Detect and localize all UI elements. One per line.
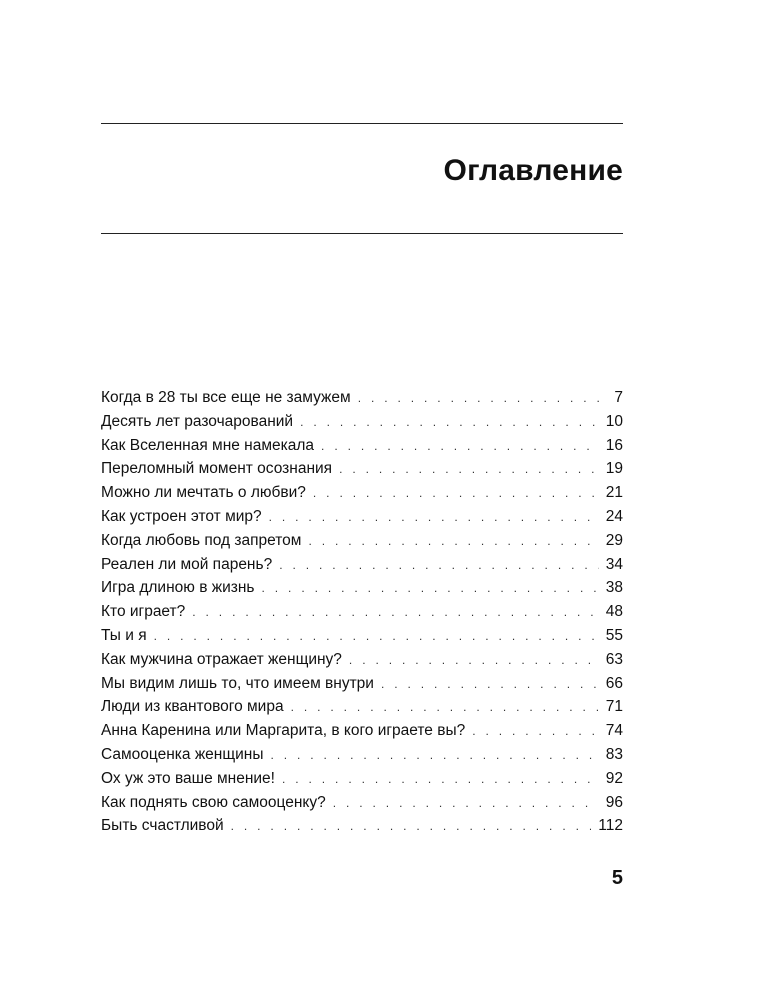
dot-leader [262,577,599,601]
toc-entry-page: 24 [605,507,623,525]
dot-leader [358,387,608,411]
toc-entry-title: Как поднять свою самооценку? [101,793,326,811]
toc-entry-page: 74 [605,722,623,740]
toc-entry[interactable] [101,791,623,815]
toc-entry[interactable] [101,410,623,434]
dot-leader [381,673,599,697]
toc-entry-title: Как мужчина отражает женщину? [101,650,342,668]
toc-entry-title: Когда любовь под запретом [101,531,302,549]
toc-entry-title: Переломный момент осознания [101,460,333,478]
toc-entry-title: Мы видим лишь то, что имеем внутри [101,674,374,692]
dot-leader [270,744,598,768]
dot-leader [231,815,592,839]
page-title: Оглавление [443,154,623,187]
toc-entry-page: 66 [605,674,623,692]
toc-entry[interactable] [101,386,623,410]
toc-entry-page: 55 [605,626,623,644]
toc-entry[interactable] [101,719,623,743]
toc-entry-title: Можно ли мечтать о любви? [101,484,306,502]
toc-entry[interactable] [101,624,623,648]
toc-entry-page: 92 [605,769,623,787]
toc-entry-title: Когда в 28 ты все еще не замужем [101,389,351,406]
toc-entry[interactable] [101,576,623,600]
dot-leader [279,554,599,578]
toc-entry[interactable] [101,457,623,481]
toc-entry-page: 7 [614,389,623,406]
toc-entry-title: Самооценка женщины [101,745,264,763]
toc-entry-page: 112 [598,817,623,835]
toc-entry[interactable] [101,529,623,553]
toc-entry-title: Анна Каренина или Маргарита, в кого играете вы? [101,722,466,740]
toc-entry-page: 38 [605,579,623,597]
toc-entry[interactable] [101,672,623,696]
toc-entry[interactable] [101,648,623,672]
toc-entry-title: Как устроен этот мир? [101,507,262,525]
dot-leader [349,649,599,673]
toc-entry-page: 21 [605,484,623,502]
toc-entry-title: Быть счастливой [101,817,224,835]
toc-entry[interactable] [101,767,623,791]
dot-leader [321,435,599,459]
toc-entry-page: 19 [605,460,623,478]
toc-entry-page: 83 [605,745,623,763]
dot-leader [300,411,599,435]
dot-leader [313,482,599,506]
toc-entry[interactable] [101,600,623,624]
page-number: 5 [611,867,623,889]
top-rule [101,123,623,124]
dot-leader [472,720,599,744]
toc-entry-title: Реален ли мой парень? [101,555,273,573]
toc-entry-title: Как Вселенная мне намекала [101,436,315,454]
toc-entry[interactable] [101,553,623,577]
toc-entry-title: Люди из квантового мира [101,698,284,716]
dot-leader [269,506,599,530]
toc-entry-page: 71 [605,698,623,716]
toc-entry[interactable] [101,743,623,767]
toc-entry-title: Десять лет разочарований [101,412,294,430]
toc-entry[interactable] [101,481,623,505]
toc-entry-page: 34 [605,555,623,573]
toc-entry-title: Кто играет? [101,603,186,621]
toc-entry[interactable] [101,814,623,838]
toc-entry-title: Ох уж это ваше мнение! [101,769,275,787]
dot-leader [339,458,599,482]
toc-entry-page: 10 [605,412,623,430]
dot-leader [333,792,599,816]
dot-leader [282,768,599,792]
toc-entry-page: 96 [605,793,623,811]
toc-entry-title: Игра длиною в жизнь [101,579,255,597]
dot-leader [291,696,599,720]
dot-leader [308,530,598,554]
toc-entry-page: 29 [605,531,623,549]
bottom-rule [101,233,623,234]
toc-entry-title: Ты и я [101,626,147,644]
toc-entry[interactable] [101,505,623,529]
toc-entry-page: 16 [605,436,623,454]
dot-leader [192,601,598,625]
toc-entry-page: 48 [605,603,623,621]
toc-entry[interactable] [101,695,623,719]
table-of-contents [101,386,623,838]
toc-entry[interactable] [101,434,623,458]
dot-leader [154,625,599,649]
toc-entry-page: 63 [605,650,623,668]
